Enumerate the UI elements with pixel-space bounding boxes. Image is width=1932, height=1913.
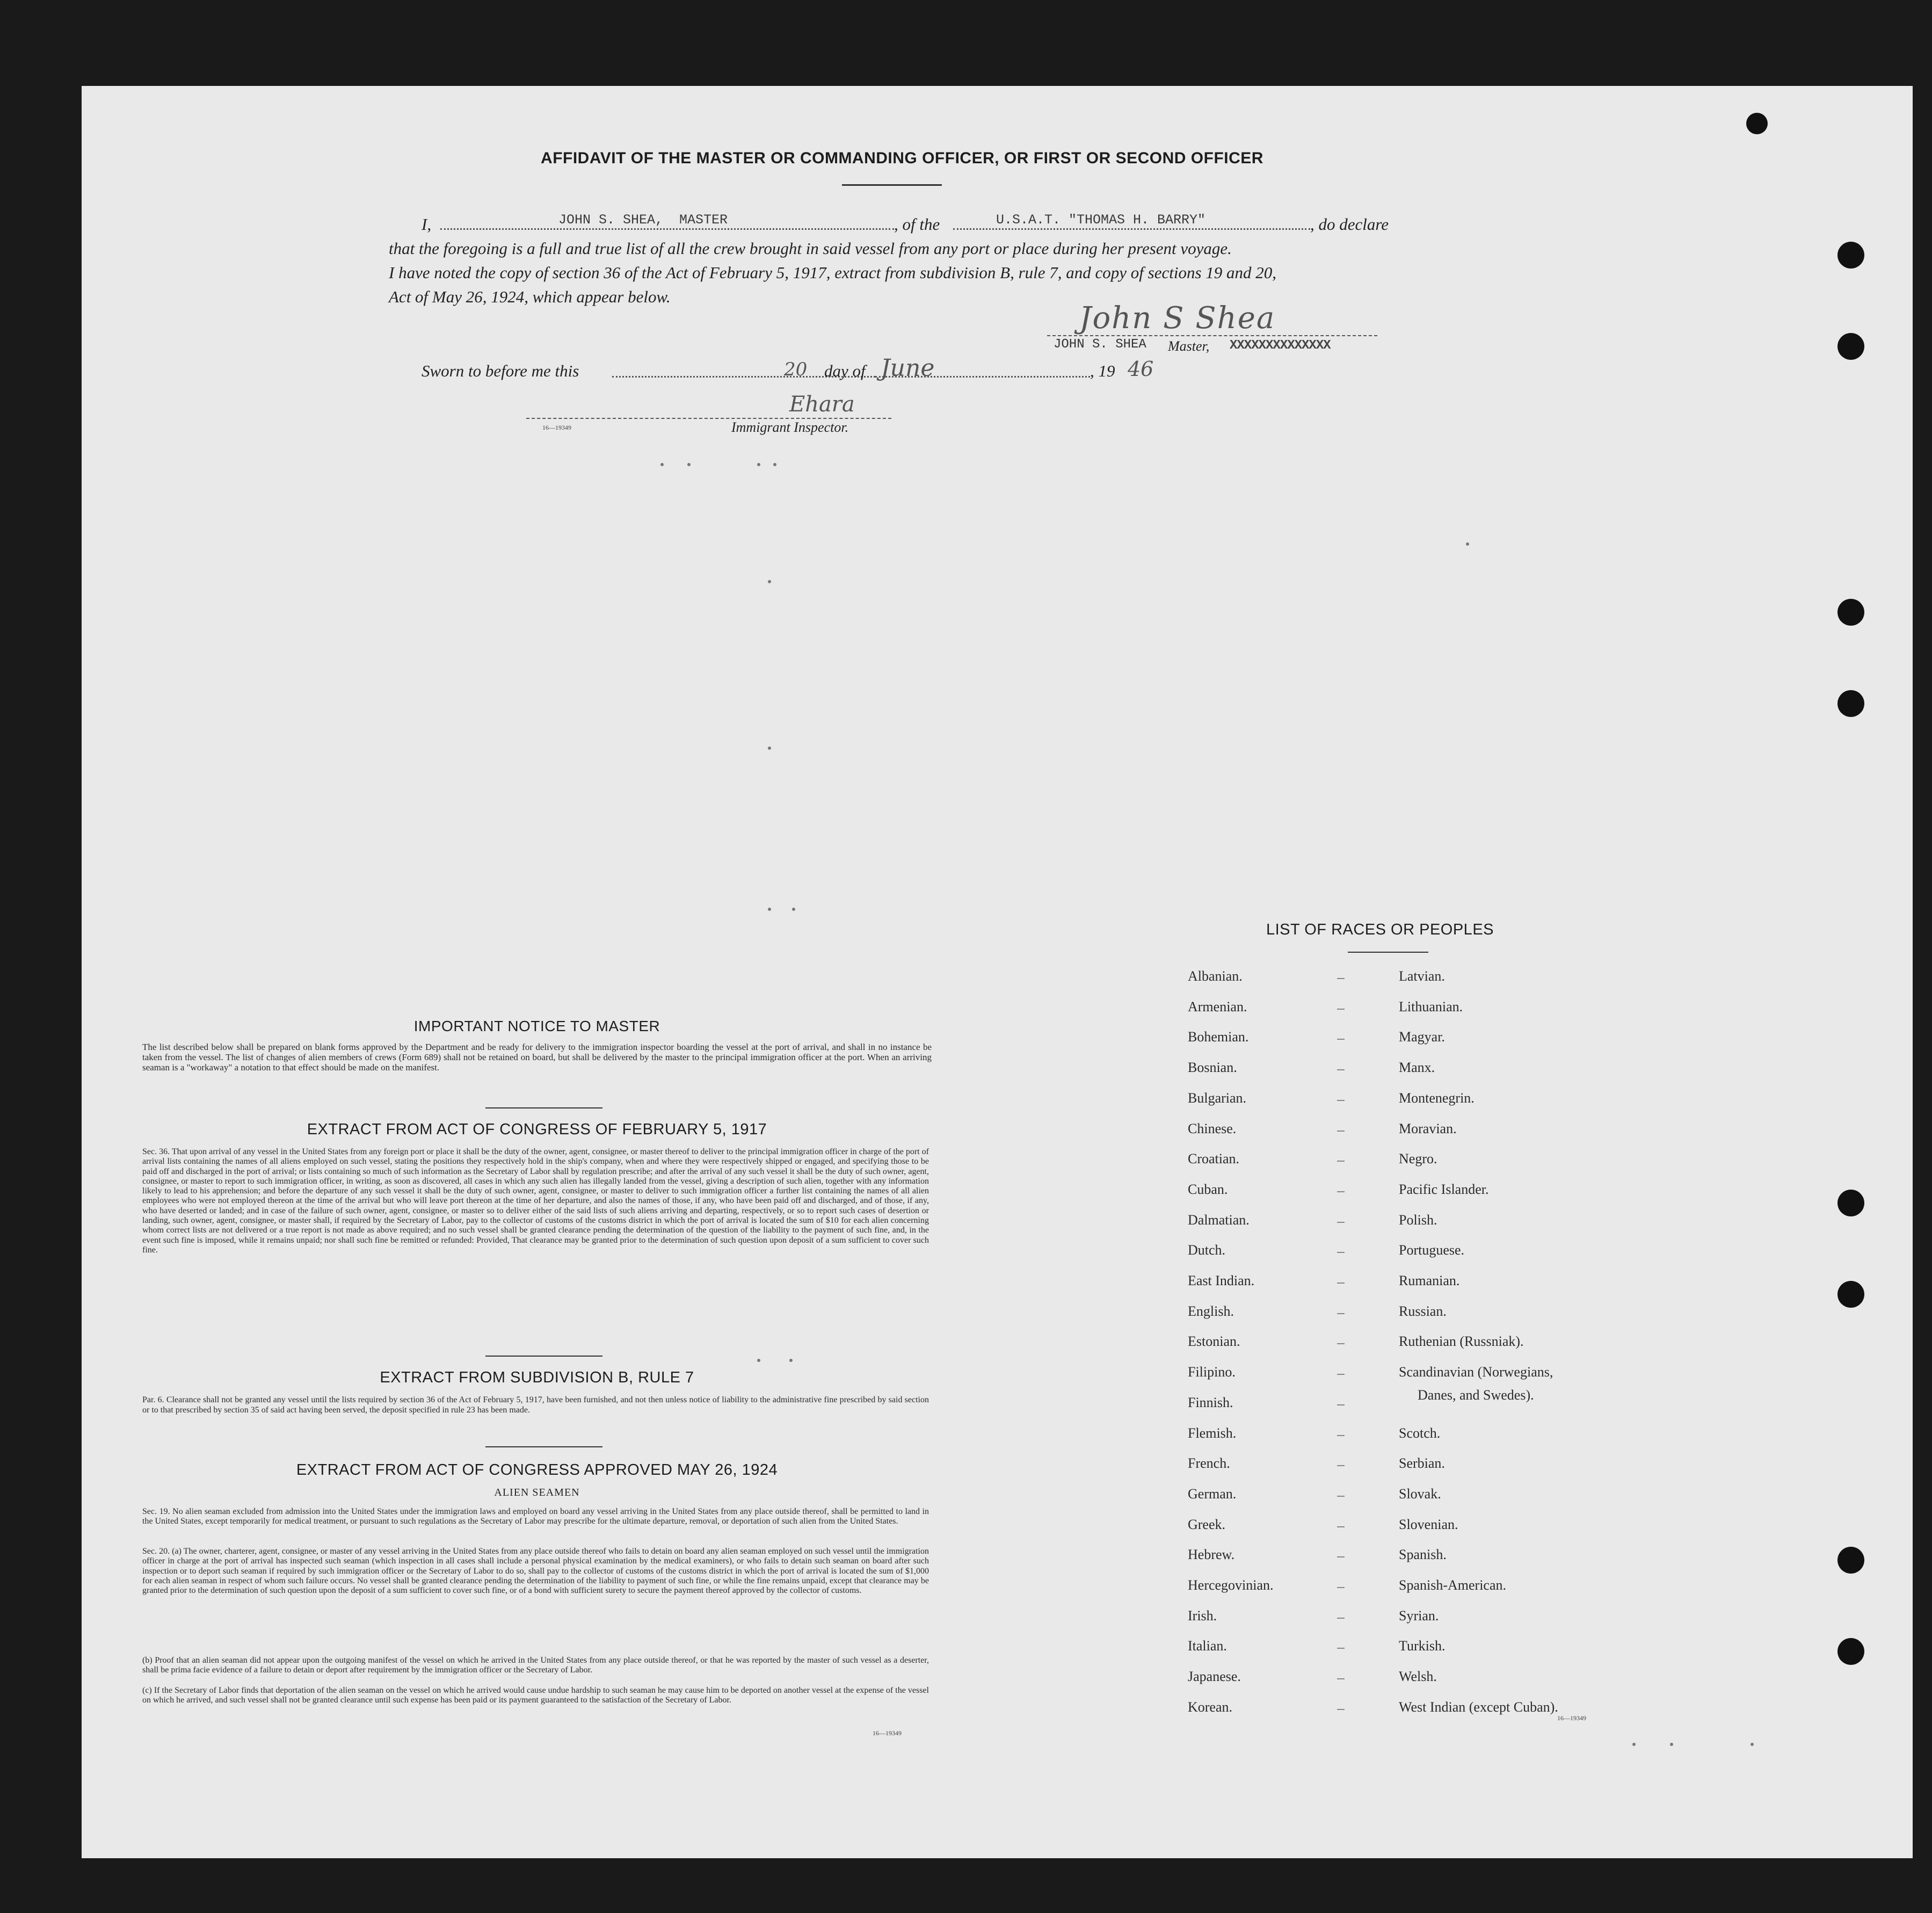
struck-officer-text: XXXXXXXXXXXXXX	[1230, 338, 1331, 353]
page-mark	[768, 908, 771, 911]
vessel-field-line	[953, 228, 1310, 230]
race-item: Hebrew.	[1188, 1547, 1235, 1563]
dash-mark	[1337, 1222, 1345, 1223]
dash-mark	[1337, 1556, 1345, 1557]
race-item: Magyar.	[1399, 1029, 1445, 1045]
dash-mark	[1337, 1618, 1345, 1619]
dash-mark	[1337, 1252, 1345, 1253]
race-item: German.	[1188, 1486, 1237, 1502]
affidavit-line-4: Act of May 26, 1924, which appear below.	[389, 287, 671, 306]
sec20a-body: Sec. 20. (a) The owner, charterer, agent, consignee, or master of any vessel arriving in the United States from any place outside thereof who fails to detain on board any alien seaman employed on such vessel until the immigration officer in charge at the port of arrival has inspected such seaman (which inspection in all cases shall include a personal physical examination by the medical examiners), or who fails to detain such seaman on board after such inspection or to deport such seaman if required by such immigration officer or the Secretary of Labor to do so, shall pay to the collector of customs of the customs district in which the port of arrival is located the sum of $1,000 for each alien seaman in respect of whom such failure occurs. No vessel shall be granted clearance pending the determination of the liability to payment of such fine, or while the fine remains unpaid, except that clearance may be granted prior to the determination of such question upon the deposit of a sum sufficient to cover such fine, or of a bond with sufficient surety to secure the payment thereof approved by the collector of customs.	[142, 1547, 929, 1596]
race-item: Armenian.	[1188, 998, 1247, 1015]
signature-line	[1047, 335, 1377, 336]
race-item: Irish.	[1188, 1607, 1217, 1624]
dash-mark	[1337, 978, 1345, 979]
punch-hole	[1837, 333, 1864, 360]
race-item: Croatian.	[1188, 1151, 1240, 1167]
race-item: Ruthenian (Russniak).	[1399, 1334, 1524, 1350]
dash-mark	[1337, 1404, 1345, 1405]
race-item: Bulgarian.	[1188, 1090, 1247, 1106]
race-item: East Indian.	[1188, 1273, 1255, 1288]
notice-heading: IMPORTANT NOTICE TO MASTER	[413, 1018, 660, 1034]
page-mark	[792, 908, 795, 911]
rule7-rule	[485, 1446, 602, 1447]
dash-mark	[1337, 1435, 1345, 1436]
race-item: Scandinavian (Norwegians,	[1399, 1364, 1553, 1380]
sec20c-body: (c) If the Secretary of Labor finds that deportation of the alien seaman on the vessel on which he arrived would cause undue hardship to such seaman he may cause him to be deported on another vessel at the expense of the vessel on which he arrived, and such vessel shall not be granted clearance until such expense has been paid or its payment guaranteed to the satisfaction of the Secretary of Labor.	[142, 1686, 929, 1705]
alien-seamen-subheading: ALIEN SEAMEN	[494, 1487, 580, 1498]
race-item: Lithuanian.	[1399, 998, 1463, 1015]
race-item: Polish.	[1399, 1212, 1437, 1228]
race-item: Serbian.	[1399, 1455, 1445, 1472]
form-number-top: 16—19349	[542, 424, 571, 431]
race-item: Hercegovinian.	[1188, 1577, 1274, 1593]
race-item: Rumanian.	[1399, 1273, 1460, 1288]
inspector-signature-line	[526, 418, 891, 419]
punch-hole	[1837, 599, 1864, 626]
dash-mark	[1337, 1069, 1345, 1070]
sec20b-body: (b) Proof that an alien seaman did not appear upon the outgoing manifest of the vessel on which he arrived in the United States from any place outside thereof, or that he was reported by the master of such vessel as a deserter, shall be prima facie evidence of a failure to detain or deport after requirement by the immigration officer or the Secretary of Labor.	[142, 1656, 929, 1675]
race-item: Chinese.	[1188, 1120, 1237, 1136]
affidavit-title: AFFIDAVIT OF THE MASTER OR COMMANDING OFFICER, OR FIRST OR SECOND OFFICER	[541, 149, 1263, 167]
race-item: Cuban.	[1188, 1181, 1228, 1197]
race-item: Moravian.	[1399, 1120, 1457, 1136]
dash-mark	[1337, 1009, 1345, 1010]
race-item: Pacific Islander.	[1399, 1181, 1489, 1197]
race-item: Spanish-American.	[1399, 1577, 1507, 1593]
page-mark	[773, 463, 776, 466]
race-item: Japanese.	[1188, 1669, 1241, 1685]
race-item: Scotch.	[1399, 1425, 1441, 1441]
inspector-label: Immigrant Inspector.	[731, 419, 849, 435]
affidavit-i-label: I,	[422, 215, 432, 234]
day-value[interactable]: 20	[784, 359, 808, 380]
page-mark	[1632, 1743, 1636, 1746]
race-item: Dalmatian.	[1188, 1212, 1250, 1228]
page-mark	[687, 463, 691, 466]
notice-rule	[485, 1107, 602, 1108]
inspector-signature: Ehara	[789, 392, 855, 417]
punch-hole	[1837, 1638, 1864, 1665]
year-value[interactable]: 46	[1128, 357, 1154, 381]
punch-hole	[1746, 113, 1768, 134]
race-item: Montenegrin.	[1399, 1090, 1475, 1106]
race-item: English.	[1188, 1303, 1234, 1319]
dash-mark	[1337, 1313, 1345, 1314]
sec19-body: Sec. 19. No alien seaman excluded from admission into the United States under the immigration laws and employed on board any vessel arriving in the United States from any place outside thereof, shall be permitted to land in the United States, except temporarily for medical treatment, or pursuant to such regulations as the Secretary of Labor may prescribe for the ultimate departure, removal, or deportation of such alien from the United States.	[142, 1507, 929, 1526]
dash-mark	[1337, 1648, 1345, 1649]
dash-mark	[1337, 1374, 1345, 1375]
race-item: Russian.	[1399, 1303, 1447, 1319]
page-mark	[789, 1359, 793, 1362]
form-number-left: 16—19349	[873, 1729, 902, 1737]
punch-hole	[1837, 690, 1864, 717]
dash-mark	[1337, 1343, 1345, 1344]
page-mark	[1466, 542, 1469, 546]
dash-mark	[1337, 1709, 1345, 1710]
dash-mark	[1337, 1496, 1345, 1497]
punch-hole	[1837, 1547, 1864, 1574]
race-item: Italian.	[1188, 1638, 1227, 1654]
dash-mark	[1337, 1587, 1345, 1588]
day-of-label: day of	[824, 361, 866, 380]
notice-body: The list described below shall be prepared on blank forms approved by the Department and be ready for delivery to the immigration inspector boarding the vessel at the port of arrival, and shall in no instance be taken from the vessel. The list of changes of alien members of crews (Form 689) shall not be retained on board, but shall be delivered by the master to the principal immigration officer at the port. When an arriving seaman is a "workaway" a notation to that effect should be made on the manifest.	[142, 1042, 932, 1073]
races-rule	[1348, 952, 1428, 953]
races-heading: LIST OF RACES OR PEOPLES	[1266, 921, 1494, 938]
race-item: Latvian.	[1399, 968, 1445, 984]
race-item: Flemish.	[1188, 1425, 1237, 1441]
race-item: Finnish.	[1188, 1394, 1233, 1410]
dash-mark	[1337, 1191, 1345, 1192]
page-mark	[768, 747, 771, 750]
race-item: Albanian.	[1188, 968, 1243, 984]
name-field-line	[440, 228, 894, 230]
do-declare-label: , do declare	[1310, 215, 1389, 234]
extract-1917-heading: EXTRACT FROM ACT OF CONGRESS OF FEBRUARY 5, 1917	[307, 1121, 767, 1138]
race-item: Filipino.	[1188, 1364, 1236, 1380]
extract-1917-body: Sec. 36. That upon arrival of any vessel in the United States from any foreign port or place it shall be the duty of the owner, agent, consignee, or master thereof to deliver to the principal immigration officer in charge of the port of arrival lists containing the names of all aliens employed on such vessel, stating the positions they respectively hold in the ship's company, when and where they were respectively shipped or engaged, and specifying those to be paid off and discharged in the port of arrival; or lists containing so much of such information as the Secretary of Labor shall by regulation prescribe; and after the arrival of any such vessel it shall be the duty of such owner, agent, consignee, or master to report to such immigration officer, in writing, as soon as discovered, all cases in which any such alien has illegally landed from the vessel, giving a description of such alien, together with any information likely to lead to his apprehension; and before the departure of any such vessel it shall be the duty of such owner, agent, consignee, or master to deliver to such immigration officer a further list containing the names of all alien employees who were not employed thereon at the time of the arrival but who will leave port thereon at the time of her departure, and also the names of those, if any, who have been paid off and discharged, and of those, if any, who have deserted or landed; and in case of the failure of such owner, agent, consignee, or master so to deliver either of the said lists of such aliens arriving and departing, respectively, or so to report such cases of desertion or landing, such owner, agent, consignee, or master shall, if required by the Secretary of Labor, pay to the collector of customs of the customs district in which the port of arrival is located the sum of $10 for each alien concerning whom correct lists are not delivered or a true report is not made as above required; and no such vessel shall be granted clearance pending the determination of the question of the liability to the payment of such fine, and, in the event such fine is imposed, while it remains unpaid; nor shall such fine be remitted or refunded: Provided, That clearance may be granted prior to the determination of such question upon deposit of a sum sufficient to cover such fine.	[142, 1147, 929, 1255]
dash-mark	[1337, 1161, 1345, 1162]
race-item: Manx.	[1399, 1060, 1435, 1076]
page-mark	[1670, 1743, 1673, 1746]
page-mark	[660, 463, 664, 466]
race-item: Portuguese.	[1399, 1242, 1465, 1258]
race-item: Korean.	[1188, 1699, 1233, 1715]
race-item: Dutch.	[1188, 1242, 1226, 1258]
race-item: Bosnian.	[1188, 1060, 1237, 1076]
race-item: Welsh.	[1399, 1669, 1437, 1685]
affidavit-line-2: that the foregoing is a full and true list of all the crew brought in said vessel from any port or place during her present voyage.	[389, 239, 1232, 258]
race-item: Greek.	[1188, 1516, 1226, 1532]
master-label: Master,	[1168, 338, 1210, 354]
master-signature: John S Shea	[1079, 301, 1276, 336]
dash-mark	[1337, 1465, 1345, 1466]
race-scandinavian-continued: Danes, and Swedes).	[1418, 1387, 1534, 1403]
of-the-label: , of the	[894, 215, 940, 234]
title-rule	[842, 184, 942, 186]
punch-hole	[1837, 242, 1864, 269]
race-item: Slovak.	[1399, 1486, 1441, 1502]
punch-hole	[1837, 1281, 1864, 1308]
page-mark	[757, 463, 760, 466]
rule7-heading: EXTRACT FROM SUBDIVISION B, RULE 7	[380, 1369, 694, 1386]
punch-hole	[1837, 1190, 1864, 1216]
race-item: French.	[1188, 1455, 1230, 1472]
sworn-label: Sworn to before me this	[422, 361, 579, 380]
race-item: Bohemian.	[1188, 1029, 1249, 1045]
dash-mark	[1337, 1039, 1345, 1040]
page-mark	[768, 580, 771, 583]
extract-1924-heading: EXTRACT FROM ACT OF CONGRESS APPROVED MAY 26, 1924	[296, 1461, 778, 1479]
rule7-body: Par. 6. Clearance shall not be granted any vessel until the lists required by section 36 of the Act of February 5, 1917, have been furnished, and not then unless notice of liability to the administrative fine prescribed by said section or to that prescribed by section 35 of said act having been served, the deposit specified in rule 23 has been made.	[142, 1395, 929, 1415]
race-item: Syrian.	[1399, 1607, 1439, 1624]
race-item: Negro.	[1399, 1151, 1437, 1167]
page-mark	[1751, 1743, 1754, 1746]
race-item: Estonian.	[1188, 1334, 1240, 1350]
race-item: Spanish.	[1399, 1547, 1447, 1563]
year-prefix-label: , 19	[1090, 361, 1115, 380]
page-mark	[757, 1359, 760, 1362]
name-field-value[interactable]: JOHN S. SHEA, MASTER	[558, 212, 728, 228]
form-number-right: 16—19349	[1557, 1714, 1586, 1722]
dash-mark	[1337, 1678, 1345, 1679]
extract-1917-rule	[485, 1356, 602, 1357]
dash-mark	[1337, 1282, 1345, 1284]
race-item: Turkish.	[1399, 1638, 1446, 1654]
vessel-field-value[interactable]: U.S.A.T. "THOMAS H. BARRY"	[996, 212, 1206, 228]
race-item: West Indian (except Cuban).	[1399, 1699, 1558, 1715]
affidavit-line-3: I have noted the copy of section 36 of the Act of February 5, 1917, extract from subdivision B, rule 7, and copy of sections 19 and 20,	[389, 263, 1277, 282]
race-item: Slovenian.	[1399, 1516, 1458, 1532]
dash-mark	[1337, 1526, 1345, 1527]
signer-typed-name: JOHN S. SHEA	[1054, 337, 1146, 352]
dash-mark	[1337, 1131, 1345, 1132]
dash-mark	[1337, 1100, 1345, 1101]
month-value[interactable]: June	[881, 354, 935, 382]
